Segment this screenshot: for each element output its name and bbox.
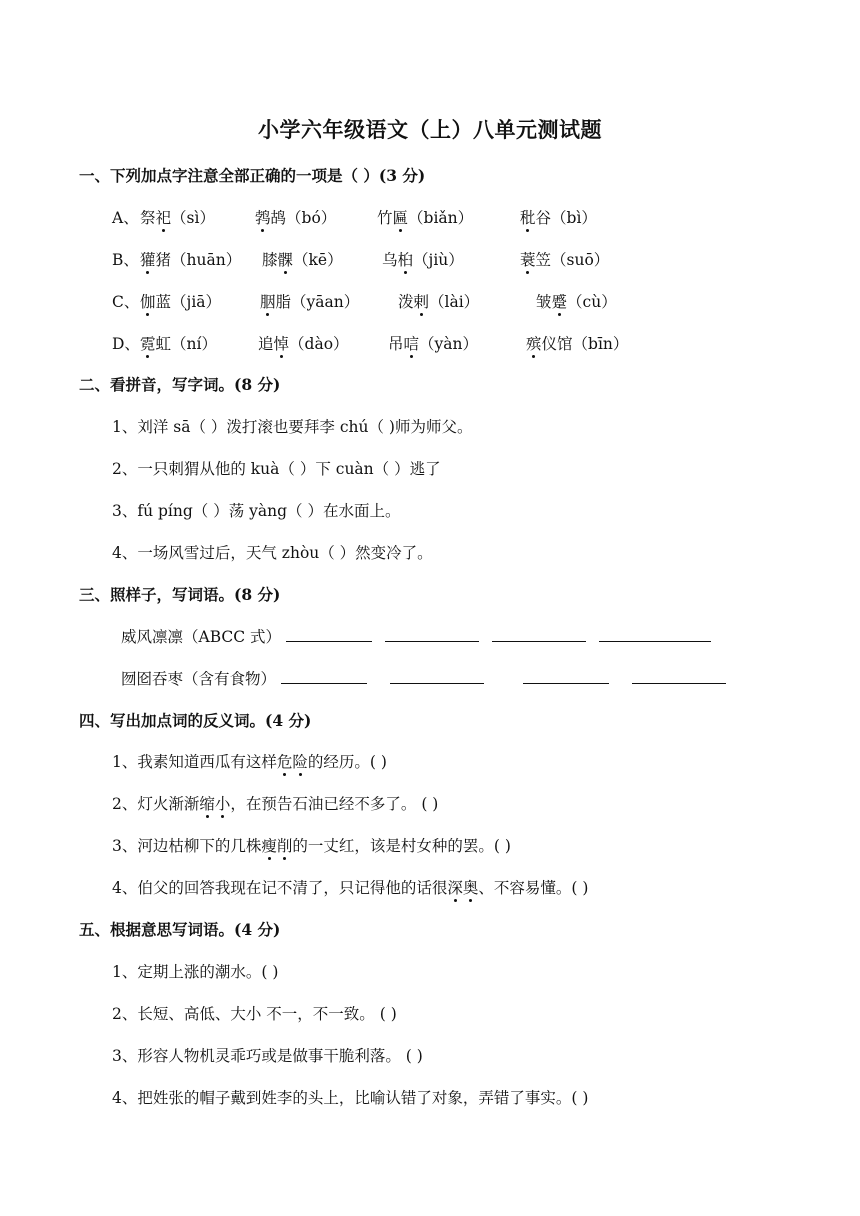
s1-option-item: 獾猪（huān） (140, 251, 242, 269)
s1-option-item: 鹁鸪（bó） (255, 209, 337, 227)
dotted-character: 剌 (413, 293, 430, 311)
s4-line-1-pre: 1、我素知道西瓜有这样 (112, 753, 277, 771)
s2-line-3: 3、fú píng（ ）荡 yàng（ ）在水面上。 (112, 502, 401, 520)
page-title: 小学六年级语文（上）八单元测试题 (258, 117, 602, 142)
s4-line-3-post: 的一丈红，该是村女种的罢。( ) (292, 837, 511, 855)
s1-option-item: 秕谷（bì） (520, 209, 597, 227)
s1-option-item: 皱蹙（cù） (536, 293, 617, 311)
s4-line-4 (112, 876, 588, 898)
s3-row-2 (121, 667, 726, 689)
dotted-character: 悼 (273, 335, 290, 353)
dotted-character: 桕 (397, 251, 414, 269)
s2-line-4: 4、一场风雪过后，天气 zhòu（ ）然变冷了。 (112, 544, 433, 562)
s5-line-1: 1、定期上涨的潮水。( ) (112, 963, 279, 981)
s1-option-label: C、 (112, 293, 140, 311)
s1-option-label: B、 (112, 251, 139, 269)
s4-line-4-post: 、不容易懂。( ) (478, 879, 589, 897)
s4-line-2 (112, 792, 438, 814)
s1-option-item: 蓑笠（suō） (520, 251, 610, 269)
s1-option-item: 竹匾（biǎn） (377, 209, 474, 227)
s4-line-2-pre: 2、灯火渐渐 (112, 795, 200, 813)
s2-line-2: 2、一只刺猬从他的 kuà（ ）下 cuàn（ ）逃了 (112, 460, 441, 478)
dotted-character: 獾 (140, 251, 156, 269)
answer-blank[interactable] (286, 627, 372, 642)
section-5-heading: 五、根据意思写词语。(4 分) (79, 920, 281, 939)
dotted-character: 祀 (155, 209, 172, 227)
s4-line-1-dotted-word: 危险 (276, 753, 308, 771)
s1-option-item: 殡仪馆（bīn） (526, 335, 629, 353)
dotted-character: 霓 (140, 335, 156, 353)
s1-option-label: A、 (112, 209, 139, 227)
s4-line-3-pre: 3、河边枯柳下的几株 (112, 837, 262, 855)
s4-line-3-dotted-word: 瘦削 (261, 837, 293, 855)
dotted-character: 伽 (140, 293, 156, 311)
s1-option-item: 祭祀（sì） (140, 209, 215, 227)
answer-blank[interactable] (632, 669, 726, 684)
s3-row-2-label: 囫囵吞枣（含有食物） (121, 670, 277, 688)
s1-option-item: 乌桕（jiù） (382, 251, 464, 269)
s4-line-1 (112, 750, 387, 772)
s4-line-1-post: 的经历。( ) (307, 753, 387, 771)
answer-blank[interactable] (281, 669, 367, 684)
dotted-character: 唁 (403, 335, 420, 353)
s1-option-item: 泼剌（lài） (398, 293, 480, 311)
s3-row-1-label: 威风凛凛（ABCC 式） (121, 628, 282, 646)
dotted-character: 蹙 (551, 293, 568, 311)
s5-line-2: 2、长短、高低、大小 不一，不一致。 ( ) (112, 1005, 397, 1023)
section-3-heading: 三、照样子，写词语。(8 分) (79, 585, 281, 604)
answer-blank[interactable] (492, 627, 586, 642)
s4-line-4-pre: 4、伯父的回答我现在记不清了，只记得他的话很 (112, 879, 448, 897)
dotted-character: 匾 (392, 209, 409, 227)
dotted-character: 鹁 (255, 209, 271, 227)
section-1-heading: 一、下列加点字注意全部正确的一项是（ ）(3 分) (79, 166, 426, 185)
dotted-character: 殡 (526, 335, 542, 353)
s2-line-1: 1、刘洋 sā（ ）泼打滚也要拜李 chú（ )师为师父。 (112, 418, 473, 436)
s1-option-item: 追悼（dào） (258, 335, 349, 353)
s4-line-2-post: ，在预告石油已经不多了。 ( ) (230, 795, 439, 813)
answer-blank[interactable] (385, 627, 479, 642)
dotted-character: 胭 (260, 293, 276, 311)
answer-blank[interactable] (390, 669, 484, 684)
s5-line-3: 3、形容人物机灵乖巧或是做事干脆利落。 ( ) (112, 1047, 423, 1065)
s4-line-4-dotted-word: 深奥 (447, 879, 479, 897)
answer-blank[interactable] (599, 627, 711, 642)
s1-option-item: 伽蓝（jiā） (140, 293, 222, 311)
section-4-heading: 四、写出加点词的反义词。(4 分) (79, 711, 312, 730)
s1-option-item: 霓虹（ní） (140, 335, 217, 353)
dotted-character: 秕 (520, 209, 536, 227)
section-2-heading: 二、看拼音，写字词。(8 分) (79, 375, 281, 394)
s1-option-item: 膝髁（kē） (262, 251, 343, 269)
s3-row-1 (121, 625, 711, 647)
dotted-character: 髁 (277, 251, 294, 269)
s1-option-item: 胭脂（yāan） (260, 293, 360, 311)
s1-option-item: 吊唁（yàn） (388, 335, 479, 353)
answer-blank[interactable] (523, 669, 609, 684)
dotted-character: 蓑 (520, 251, 536, 269)
s4-line-2-dotted-word: 缩小 (199, 795, 231, 813)
s5-line-4: 4、把姓张的帽子戴到姓李的头上，比喻认错了对象，弄错了事实。( ) (112, 1089, 589, 1107)
s4-line-3 (112, 834, 511, 856)
s1-option-label: D、 (112, 335, 140, 353)
